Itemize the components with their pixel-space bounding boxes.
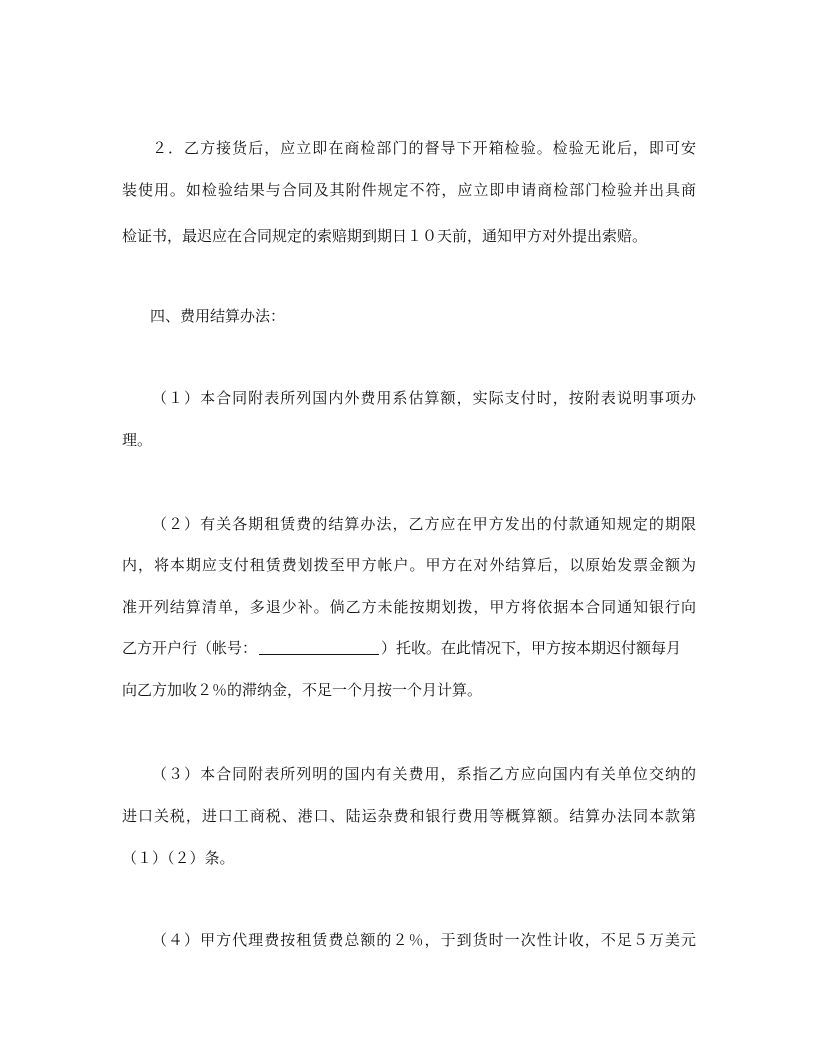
item-2-line-3: 准开列结算清单，多退少补。倘乙方未能按期划拨，甲方将依据本合同通知银行向 bbox=[122, 598, 696, 616]
item-1-line-1: （１）本合同附表所列国内外费用系估算额，实际支付时，按附表说明事项办 bbox=[152, 389, 696, 407]
account-number-blank bbox=[259, 640, 379, 655]
item-2-line-4-part-b: ）托收。在此情况下，甲方按本期迟付额每月 bbox=[381, 639, 682, 657]
item-2-line-5: 向乙方加收２％的滞纳金，不足一个月按一个月计算。 bbox=[122, 681, 483, 699]
section-heading-4: 四、费用结算办法： bbox=[150, 307, 286, 325]
paragraph-2-line-2: 装使用。如检验结果与合同及其附件规定不符，应立即申请商检部门检验并出具商 bbox=[122, 181, 696, 199]
paragraph-2-line-1: ２．乙方接货后，应立即在商检部门的督导下开箱检验。检验无讹后，即可安 bbox=[152, 139, 696, 157]
item-3-line-2: 进口关税，进口工商税、港口、陆运杂费和银行费用等概算额。结算办法同本款第 bbox=[122, 807, 696, 825]
item-2-line-1: （２）有关各期租赁费的结算办法，乙方应在甲方发出的付款通知规定的期限 bbox=[152, 515, 696, 533]
paragraph-2-line-3: 检证书，最迟应在合同规定的索赔期到期日１０天前，通知甲方对外提出索赔。 bbox=[122, 227, 648, 245]
item-3-line-1: （３）本合同附表所列明的国内有关费用，系指乙方应向国内有关单位交纳的 bbox=[152, 765, 696, 783]
item-1-line-2: 理。 bbox=[122, 431, 153, 449]
item-2-line-2: 内，将本期应支付租赁费划拨至甲方帐户。甲方在对外结算后，以原始发票金额为 bbox=[122, 556, 696, 574]
item-2-line-4 bbox=[122, 638, 696, 658]
item-2-line-4-part-a: 乙方开户行（帐号： bbox=[122, 639, 258, 657]
item-4-line-1: （４）甲方代理费按租赁费总额的２％，于到货时一次性计收，不足５万美元 bbox=[152, 931, 696, 949]
item-3-line-3: （１）（２）条。 bbox=[122, 849, 235, 867]
